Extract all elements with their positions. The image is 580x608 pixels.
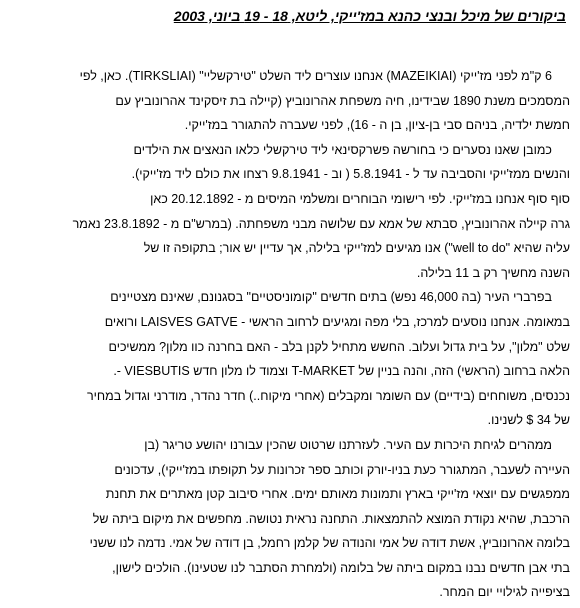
text-line: העיירה לשעבר, המתגורר כעת בניו-יורק וכותב ספר זכרונות על תקופתו במז'ייקי), עדכונים xyxy=(114,462,570,477)
text-line: בלומה אהרונוביץ, אשת דודה של אמי והנודה של קלמן רחמל, בן דודה של אמי. נדמה לנו ששני xyxy=(89,536,570,551)
text-line: חמשת ילדיה, בניהם סבי בן-ציון, בן ה - 16), לפני שעברה להתגורר במז'ייקי. xyxy=(184,118,570,133)
text-line: שלט "מלון", על בית גדול ועלוב. החשש מתחיל לקנן בלב - האם בחרנה כוו מלון? ממשיכים xyxy=(108,339,570,354)
text-line: בפרברי העיר (בה 46,000 נפש) בתים חדשים "קומוניסטיים" בסגנונם, שאינם מצטיינים xyxy=(110,290,552,305)
text-line: 6 ק"מ לפני מז'ייקי (MAZEIKIAI) אנחנו עוצרים ליד השלט "טירקשליי" (TIRKSLIAI). כאן, לפי xyxy=(79,69,552,83)
text-line: המסמכים משנת 1890 שבידינו, חיה משפחת אהרונוביץ (קיילה בת זיסקינד אהרונוביץ עם xyxy=(115,93,570,108)
text-line: השנה מחשיך רק ב 11 בלילה. xyxy=(416,265,570,280)
text-line: הלאה ברחוב (הראשי) הזה, והנה בניין של T-MARKET וצמוד לו מלון חדש VIESBUTIS -. xyxy=(113,364,570,379)
text-line: והנשים ממז'ייקי והסביבה עד ל - 5.8.1941 ( וב - 9.8.1941 רצחו את כולם ליד מז'ייקי). xyxy=(131,167,570,182)
text-line: במאומה. אנחנו נוסעים למרכז, בלי מפה ומגיעים לרחוב הראשי - LAISVES GATVE ורואים xyxy=(104,314,570,329)
text-line: כמובן שאנו נסערים כי בחורשה פשרקסינאי ליד טירקשלי כלאו הנאצים את הילדים xyxy=(133,142,552,157)
text-line: ממפגשים עם יוצאי מז'ייקי בארץ ותמונות מאותם ימים. אחרי סיבוב קטן מאתרים את תחנת xyxy=(105,487,570,502)
text-line: סוף סוף אנחנו במז'ייקי. לפי רישומי הבוחרים ומשלמי המיסים מ - 20.12.1892 כאן xyxy=(150,191,570,206)
text-line: גרה קיילה אהרונוביץ, סבתא של אמא עם שלושה מבני משפחתה. (במרש"ם מ - 23.8.1892 נאמר xyxy=(72,216,570,231)
text-line: בתי אבן חדשים נבנו במקום ביתה של בלומה (ולמחרת הסתבר לנו שטעינו). הולכים לישון, xyxy=(112,560,570,575)
text-line: בציפייה לגילויי יום המחר. xyxy=(439,585,570,600)
text-line: עליה שהיא "well to do") אנו מגיעים למז'ייקי בלילה, אך עדיין יש אור; בתקופה זו של xyxy=(143,241,570,256)
text-line: הרכבת, שהיא נקודת המוצא להתמצאות. התחנה נראית נטושה. מחפשים את מיקום ביתה של xyxy=(92,511,570,526)
text-line: ממהרים לגיחת היכרות עם העיר. לעזרתנו שרטוט שהכין עבורנו יהושע טריגר (בן xyxy=(144,437,552,452)
text-line: נכנסים, משוחחים (בידיים) עם השומר ומקבלים (אחרי מיקוח..) חדר נהדר, מודרני וגדול במחיר xyxy=(86,388,570,403)
text-line: של 34 $ לשנינו. xyxy=(487,413,570,428)
document-body xyxy=(10,64,570,605)
document-title: ביקורים של מיכל ובנצי כהנא במז'ייקי, ליטא, 18 - 19 ביוני, 2003 xyxy=(173,8,566,24)
